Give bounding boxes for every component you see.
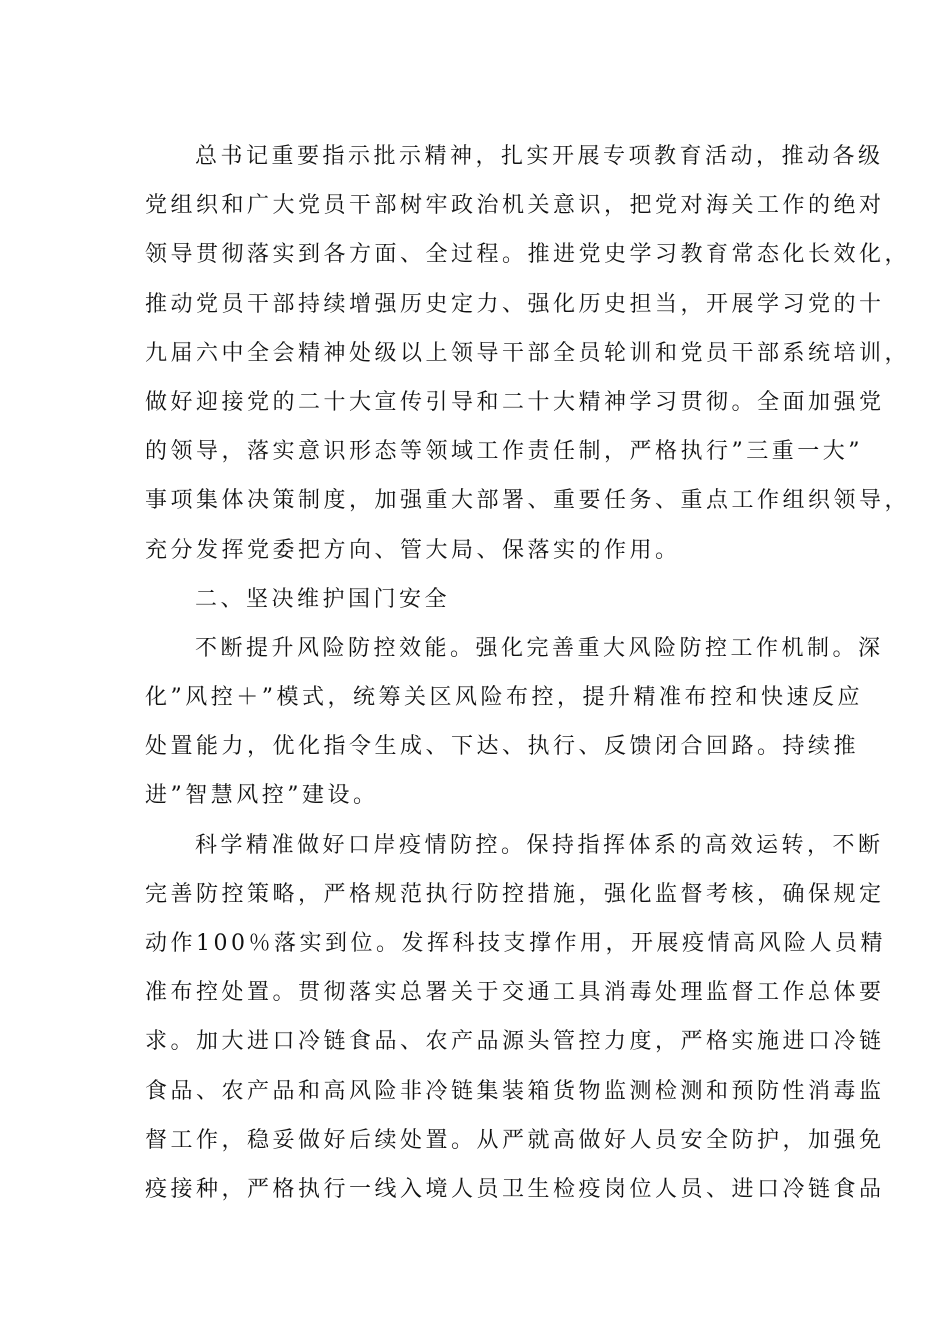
text-line: 疫接种，严格执行一线入境人员卫生检疫岗位人员、进口冷链食品 [145, 1176, 885, 1202]
text-line: 做好迎接党的二十大宣传引导和二十大精神学习贯彻。全面加强党 [145, 389, 885, 415]
text-line: 完善防控策略，严格规范执行防控措施，强化监督考核，确保规定 [145, 881, 885, 907]
text-line: 进”智慧风控”建设。 [145, 783, 379, 809]
text-line: 化”风控＋”模式，统筹关区风险布控，提升精准布控和快速反应 [145, 685, 863, 711]
text-line: 处置能力，优化指令生成、下达、执行、反馈闭合回路。持续推 [145, 734, 860, 760]
text-line: 准布控处置。贯彻落实总署关于交通工具消毒处理监督工作总体要 [145, 980, 885, 1006]
text-line: 充分发挥党委把方向、管大局、保落实的作用。 [145, 537, 681, 563]
text-line: 党组织和广大党员干部树牢政治机关意识，把党对海关工作的绝对 [145, 193, 885, 219]
paragraph-first-line: 科学精准做好口岸疫情防控。保持指挥体系的高效运转，不断 [195, 832, 884, 858]
text-line: 推动党员干部持续增强历史定力、强化历史担当，开展学习党的十 [145, 291, 885, 317]
text-line: 求。加大进口冷链食品、农产品源头管控力度，严格实施进口冷链 [145, 1029, 885, 1055]
text-line: 的领导，落实意识形态等领域工作责任制，严格执行”三重一大” [145, 439, 863, 465]
text-line: 食品、农产品和高风险非冷链集装箱货物监测检测和预防性消毒监 [145, 1078, 885, 1104]
text-line: 领导贯彻落实到各方面、全过程。推进党史学习教育常态化长效化， [145, 242, 911, 268]
paragraph-first-line: 总书记重要指示批示精神，扎实开展专项教育活动，推动各级 [195, 144, 884, 169]
text-line: 督工作，稳妥做好后续处置。从严就高做好人员安全防护，加强免 [145, 1127, 885, 1153]
text-line: 九届六中全会精神处级以上领导干部全员轮训和党员干部系统培训， [145, 340, 911, 366]
document-body [145, 132, 911, 1214]
paragraph-first-line: 不断提升风险防控效能。强化完善重大风险防控工作机制。深 [195, 635, 884, 661]
text-line: 动作100％落实到位。发挥科技支撑作用，开展疫情高风险人员精 [145, 931, 886, 956]
text-line: 事项集体决策制度，加强重大部署、重要任务、重点工作组织领导， [145, 488, 911, 514]
paragraph-first-line: 二、坚决维护国门安全 [195, 586, 451, 612]
